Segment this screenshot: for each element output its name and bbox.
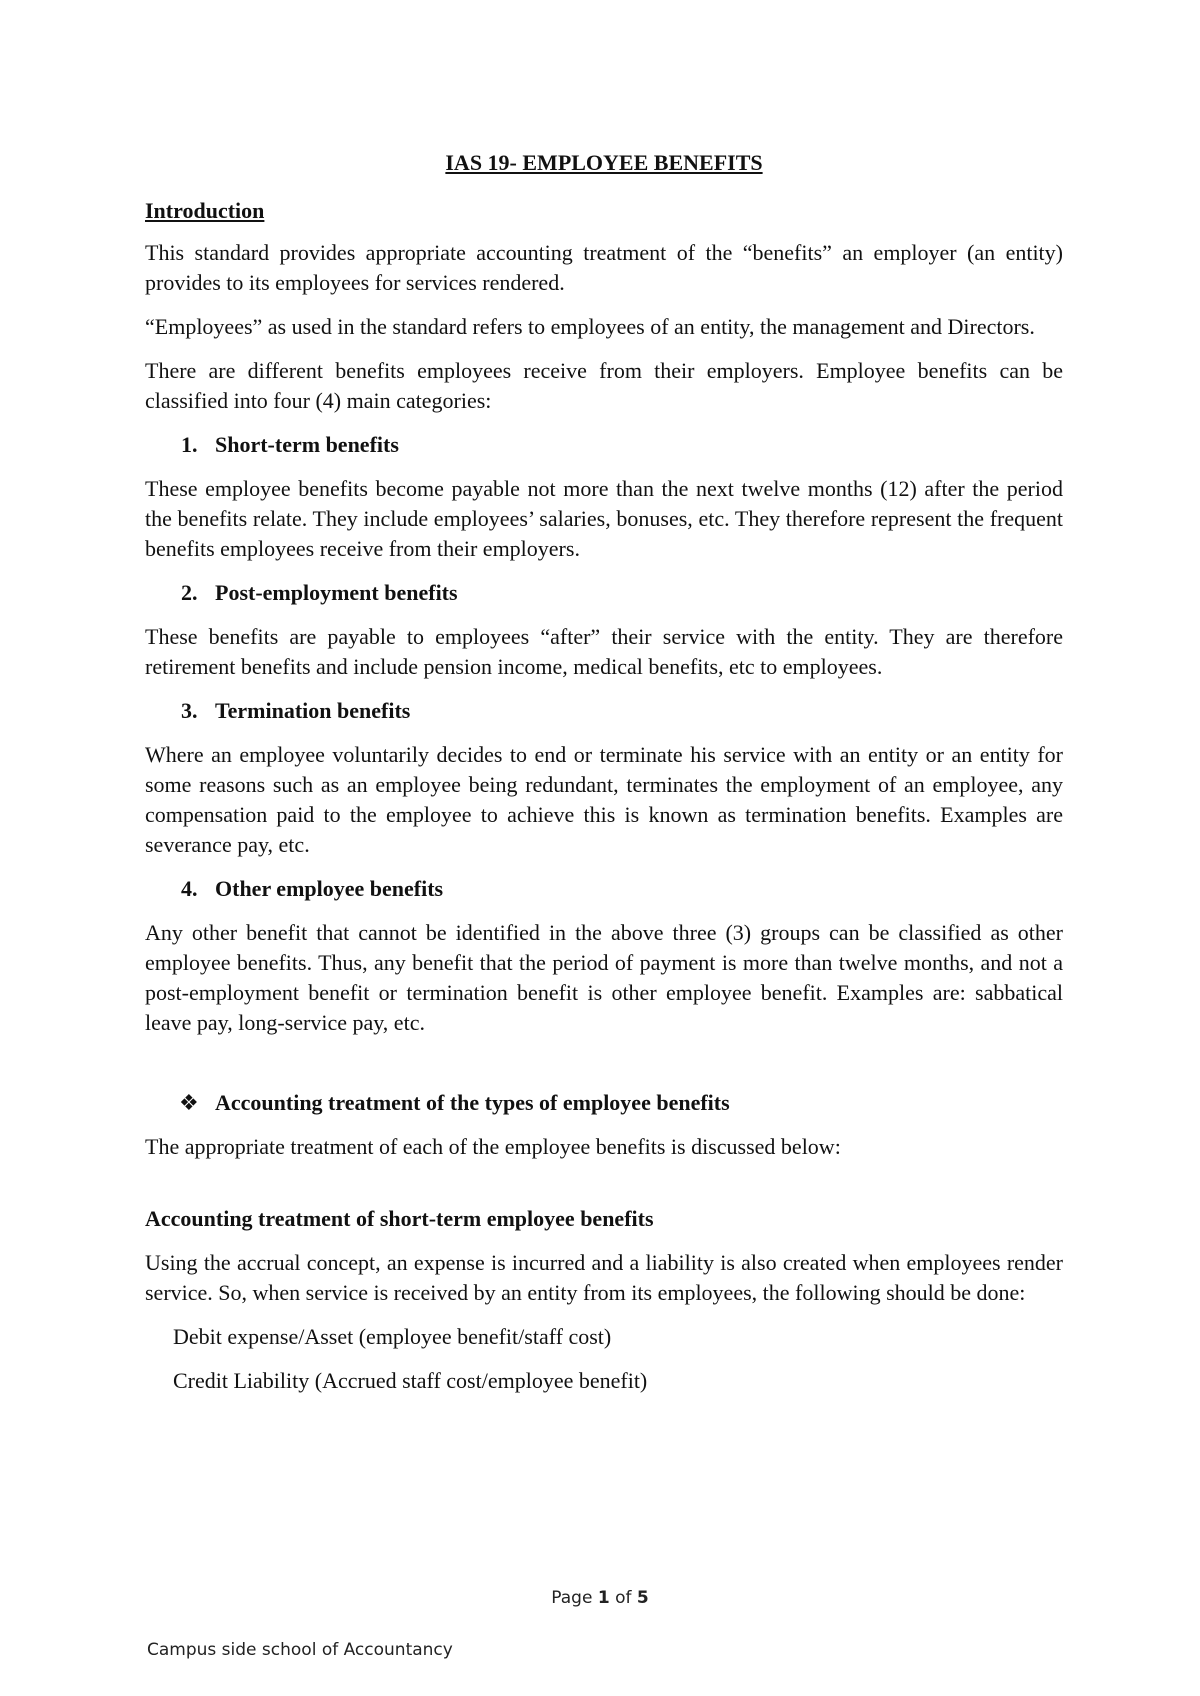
category-title: Termination benefits [215,698,411,723]
category-text-other: Any other benefit that cannot be identified in the above three (3) groups can be classified as other employee benefits. Thus, any benefit that the period of payment is more than twelve months, and not a post-employment benefit or termination benefit is other employee benefit. Examples are: sabbatical leave pay, long-service pay, etc. [145,920,1063,1035]
accounting-treatment-heading [145,1088,1063,1118]
page-label: Page [551,1588,593,1608]
accounting-treatment-intro: The appropriate treatment of each of the employee benefits is discussed below: [145,1134,841,1159]
page-of: of [615,1588,632,1608]
category-heading-termination [145,696,1063,726]
category-heading-other [145,874,1063,904]
intro-heading: Introduction [145,198,265,223]
category-title: Short-term benefits [215,432,399,457]
category-title: Post-employment benefits [215,580,458,605]
page-total: 5 [636,1588,649,1608]
page-number [0,1588,1200,1608]
intro-paragraph-2: “Employees” as used in the standard refers to employees of an entity, the management and Directors. [145,314,1035,339]
journal-entry-credit: Credit Liability (Accrued staff cost/employee benefit) [173,1368,648,1393]
category-number: 4. [181,876,198,901]
accounting-treatment-title: Accounting treatment of the types of employee benefits [215,1090,730,1115]
category-text-short-term: These employee benefits become payable not more than the next twelve months (12) after the period the benefits relate. They include employees’ salaries, bonuses, etc. They therefore represent the frequent benefits employees receive from their employers. [145,476,1063,561]
category-number: 2. [181,580,198,605]
section-spacer [145,1052,1063,1088]
category-number: 1. [181,432,198,457]
category-heading-short-term [145,430,1063,460]
page-current: 1 [597,1588,610,1608]
short-term-treatment-heading: Accounting treatment of short-term employee benefits [145,1206,654,1231]
category-heading-post-employment [145,578,1063,608]
intro-paragraph-1: This standard provides appropriate accounting treatment of the “benefits” an employer (an entity) provides to its employees for services rendered. [145,240,1063,295]
section-spacer [145,1176,1063,1204]
document-body [145,148,1063,1410]
footer-school-name: Campus side school of Accountancy [147,1640,453,1660]
category-text-post-employment: These benefits are payable to employees “after” their service with the entity. They are therefore retirement benefits and include pension income, medical benefits, etc to employees. [145,624,1063,679]
document-title: IAS 19- EMPLOYEE BENEFITS [445,150,763,175]
diamond-bullet-icon: ❖ [179,1090,199,1115]
short-term-treatment-text: Using the accrual concept, an expense is incurred and a liability is also created when employees render service. So, when service is received by an entity from its employees, the following should be done: [145,1250,1063,1305]
category-number: 3. [181,698,198,723]
category-title: Other employee benefits [215,876,444,901]
journal-entry-debit: Debit expense/Asset (employee benefit/staff cost) [173,1324,612,1349]
intro-paragraph-3: There are different benefits employees receive from their employers. Employee benefits can be classified into four (4) main categories: [145,358,1063,413]
category-text-termination: Where an employee voluntarily decides to end or terminate his service with an entity or an entity for some reasons such as an employee being redundant, terminates the employment of an employee, any compensation paid to the employee to achieve this is known as termination benefits. Examples are severance pay, etc. [145,742,1063,857]
